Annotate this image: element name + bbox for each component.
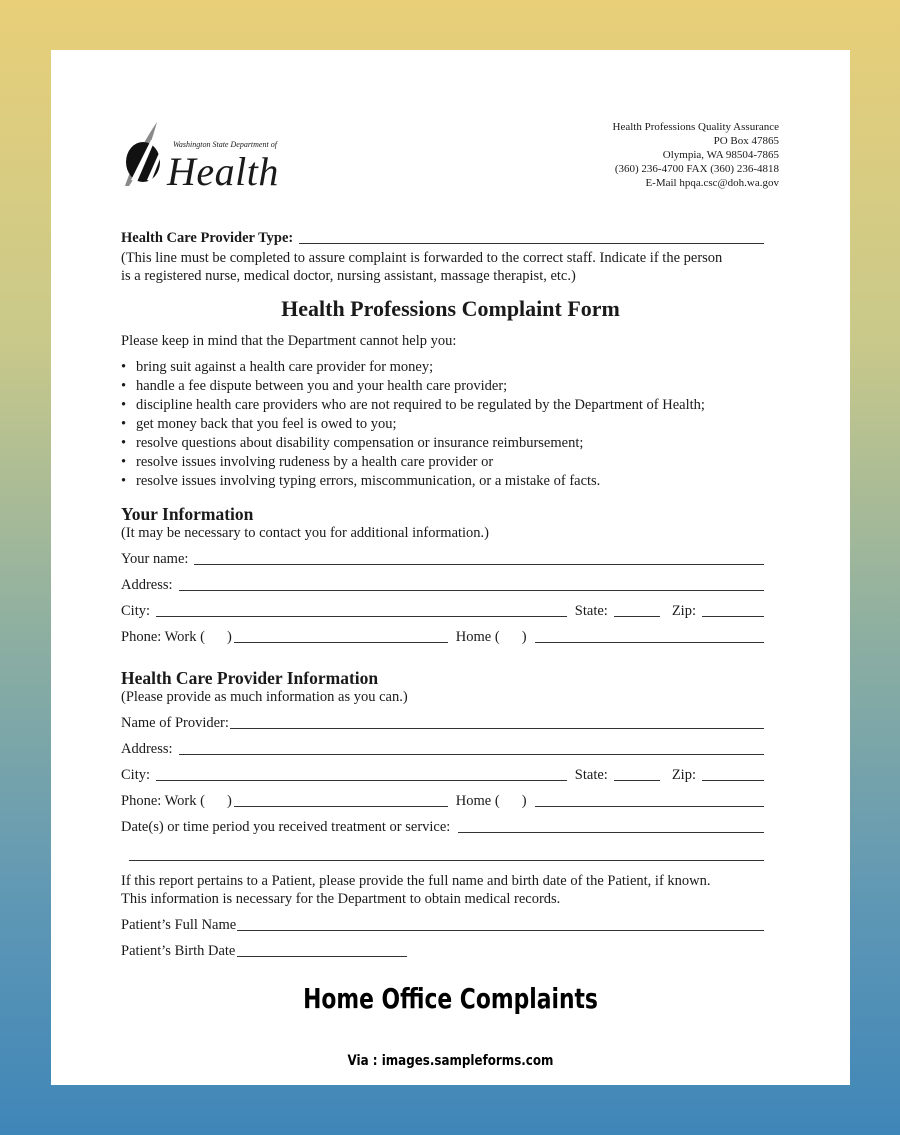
logo-small-text: Washington State Department of xyxy=(173,140,277,149)
source-credit: Via : images.sampleforms.com xyxy=(347,1053,554,1069)
your-zip-label: Zip: xyxy=(671,603,696,619)
note-line: is a registered nurse, medical doctor, nursing assistant, massage therapist, etc.) xyxy=(121,268,576,284)
provider-state-field[interactable] xyxy=(614,779,660,781)
list-item: • discipline health care providers who are not required to be regulated by the Department of Health; xyxy=(121,396,705,415)
provider-address-field[interactable] xyxy=(179,753,764,755)
patient-birth-label: Patient’s Birth Date xyxy=(121,943,236,959)
provider-address-label: Address: xyxy=(121,741,173,757)
agency-address xyxy=(613,120,780,190)
provider-zip-field[interactable] xyxy=(702,779,764,781)
provider-info-heading: Health Care Provider Information xyxy=(121,668,379,688)
treatment-dates-field[interactable] xyxy=(458,831,764,833)
your-state-label: State: xyxy=(574,603,608,619)
provider-info-subheading: (Please provide as much information as you can.) xyxy=(121,689,408,705)
doh-logo xyxy=(121,120,281,194)
note-line: (This line must be completed to assure complaint is forwarded to the correct staff. Indicate if the person xyxy=(121,250,723,266)
your-phone-work-label: Phone: Work ( xyxy=(121,629,205,645)
provider-phone-home-field[interactable] xyxy=(535,805,764,807)
paren-close: ) xyxy=(521,629,527,645)
your-address-row xyxy=(121,577,764,594)
note-line: This information is necessary for the Department to obtain medical records. xyxy=(121,891,561,907)
provider-phone-row xyxy=(121,793,764,810)
agency-line: Health Professions Quality Assurance xyxy=(612,121,779,133)
provider-name-row xyxy=(121,715,764,732)
provider-zip-label: Zip: xyxy=(671,767,696,783)
list-item: • resolve questions about disability compensation or insurance reimbursement; xyxy=(121,434,705,453)
provider-type-row xyxy=(121,230,764,247)
limitations-list xyxy=(121,358,705,491)
your-city-row xyxy=(121,603,764,620)
your-info-heading: Your Information xyxy=(121,504,254,524)
provider-type-label: Health Care Provider Type: xyxy=(121,230,294,246)
list-item: • get money back that you feel is owed to you; xyxy=(121,415,705,434)
your-zip-field[interactable] xyxy=(702,615,764,617)
provider-phone-home-label: Home ( xyxy=(455,793,500,809)
provider-phone-work-field[interactable] xyxy=(234,805,448,807)
agency-email: E-Mail hpqa.csc@doh.wa.gov xyxy=(645,177,779,189)
logo-big-text: Health xyxy=(167,149,279,194)
your-name-field[interactable] xyxy=(194,563,764,565)
provider-type-field[interactable] xyxy=(299,242,764,244)
your-phone-row xyxy=(121,629,764,646)
provider-city-field[interactable] xyxy=(156,779,567,781)
paren-close: ) xyxy=(226,793,232,809)
patient-birth-row xyxy=(121,943,421,960)
patient-name-label: Patient’s Full Name xyxy=(121,917,237,933)
list-item: • handle a fee dispute between you and your health care provider; xyxy=(121,377,705,396)
your-address-label: Address: xyxy=(121,577,173,593)
provider-address-row xyxy=(121,741,764,758)
caption-title: Home Office Complaints xyxy=(303,982,598,1015)
patient-name-field[interactable] xyxy=(237,929,764,931)
your-name-label: Your name: xyxy=(121,551,189,567)
paren-close: ) xyxy=(226,629,232,645)
provider-name-field[interactable] xyxy=(230,727,764,729)
treatment-dates-label: Date(s) or time period you received treatment or service: xyxy=(121,819,451,835)
agency-line: Olympia, WA 98504-7865 xyxy=(662,149,779,161)
treatment-dates-field-extra[interactable] xyxy=(129,860,764,861)
patient-note xyxy=(121,872,711,908)
your-phone-home-label: Home ( xyxy=(455,629,500,645)
your-city-label: City: xyxy=(121,603,151,619)
treatment-dates-row xyxy=(121,819,764,836)
agency-line: PO Box 47865 xyxy=(713,135,779,147)
form-document xyxy=(51,50,850,1085)
patient-birth-field[interactable] xyxy=(237,955,407,957)
your-phone-home-field[interactable] xyxy=(535,641,764,643)
your-info-subheading: (It may be necessary to contact you for additional information.) xyxy=(121,525,490,541)
provider-state-label: State: xyxy=(574,767,608,783)
paren-close: ) xyxy=(521,793,527,809)
provider-phone-work-label: Phone: Work ( xyxy=(121,793,205,809)
intro-text: Please keep in mind that the Department cannot help you: xyxy=(121,333,457,349)
your-name-row xyxy=(121,551,764,568)
your-state-field[interactable] xyxy=(614,615,660,617)
list-item: • bring suit against a health care provider for money; xyxy=(121,358,705,377)
list-item: • resolve issues involving typing errors, miscommunication, or a mistake of facts. xyxy=(121,472,705,491)
provider-city-label: City: xyxy=(121,767,151,783)
agency-line: (360) 236-4700 FAX (360) 236-4818 xyxy=(614,163,779,175)
page-title: Health Professions Complaint Form xyxy=(281,296,620,321)
provider-name-label: Name of Provider: xyxy=(121,715,229,731)
provider-city-row xyxy=(121,767,764,784)
patient-name-row xyxy=(121,917,764,934)
your-address-field[interactable] xyxy=(179,589,764,591)
list-item: • resolve issues involving rudeness by a health care provider or xyxy=(121,453,705,472)
your-phone-work-field[interactable] xyxy=(234,641,448,643)
note-line: If this report pertains to a Patient, please provide the full name and birth date of the Patient, if known. xyxy=(121,873,711,889)
provider-type-note xyxy=(121,249,781,285)
your-city-field[interactable] xyxy=(156,615,567,617)
